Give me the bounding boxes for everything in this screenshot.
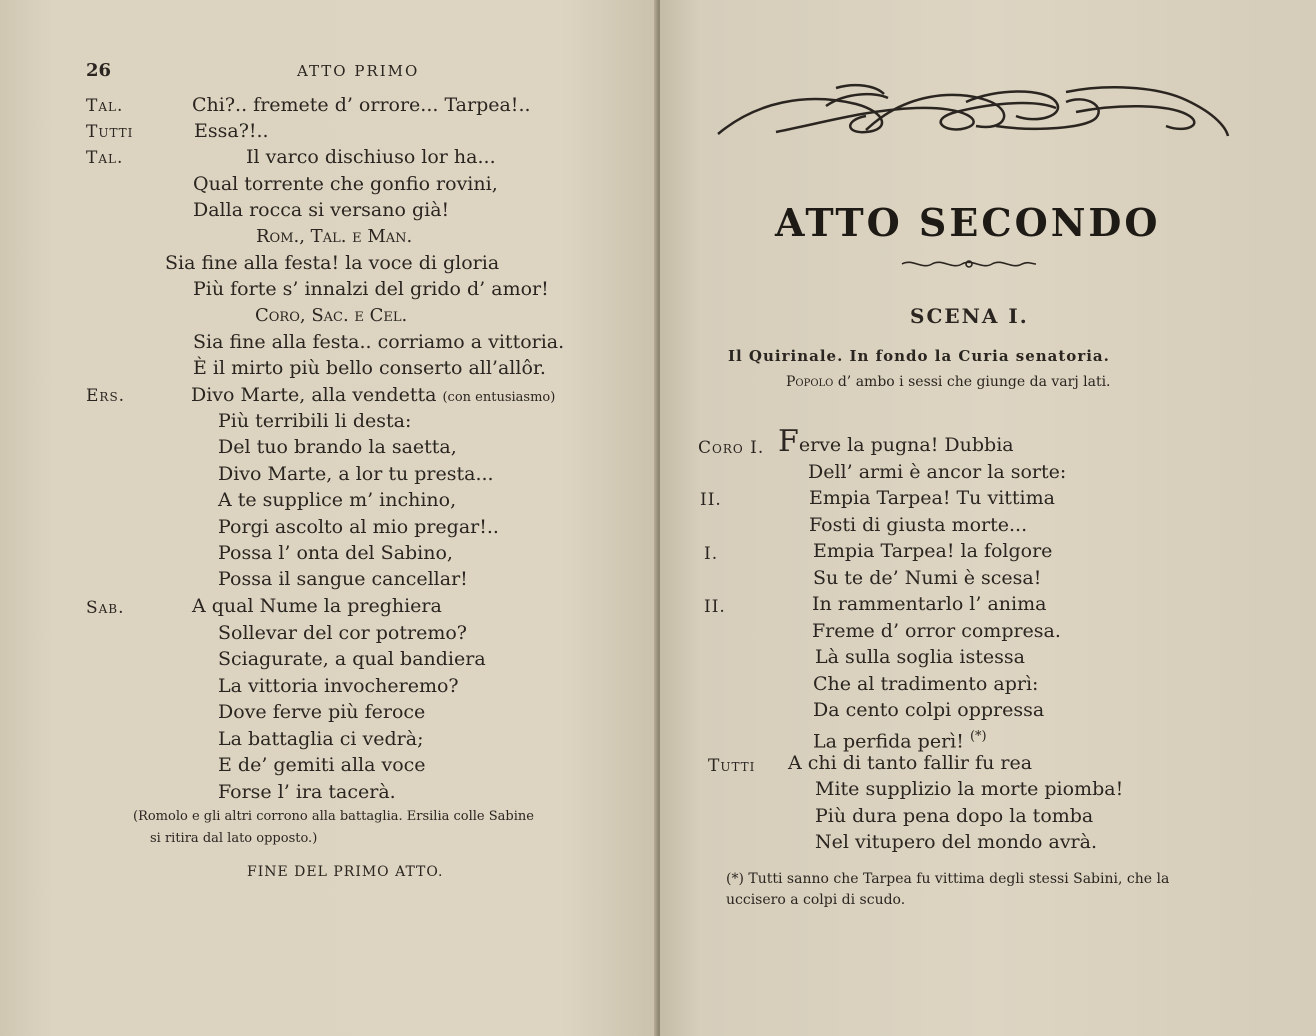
verse-line: La vittoria invocheremo?	[218, 675, 459, 697]
speaker-label: Tal.	[86, 96, 124, 116]
verse-text: La perfida perì!	[813, 730, 964, 753]
verse-line: La battaglia ci vedrà;	[218, 728, 424, 750]
verse-line: Fosti di giusta morte...	[809, 514, 1028, 536]
verse-line: Mite supplizio la morte piomba!	[815, 778, 1124, 800]
speaker-label: II.	[700, 490, 722, 510]
footnote: uccisero a colpi di scudo.	[726, 892, 906, 908]
stage-direction: (Romolo e gli altri corrono alla battaglia. Ersilia colle Sabine	[133, 809, 534, 824]
verse-line: Su te de’ Numi è scesa!	[813, 567, 1042, 589]
verse-line: Empia Tarpea! Tu vittima	[809, 487, 1055, 509]
footnote: (*) Tutti sanno che Tarpea fu vittima degli stessi Sabini, che la	[726, 871, 1170, 887]
verse-line: Più forte s’ innalzi del grido d’ amor!	[193, 278, 549, 300]
speaker-heading: Coro, Sac. e Cel.	[255, 305, 408, 326]
verse-line: E de’ gemiti alla voce	[218, 754, 426, 776]
running-head: ATTO PRIMO	[297, 62, 420, 80]
verse-line: A te supplice m’ inchino,	[218, 489, 457, 511]
verse-line: Chi?.. fremete d’ orrore... Tarpea!..	[192, 94, 531, 116]
verse-line: Porgi ascolto al mio pregar!..	[218, 516, 499, 538]
speaker-heading: Rom., Tal. e Man.	[256, 226, 413, 247]
verse-line: In rammentarlo l’ anima	[812, 593, 1047, 615]
characters-caps: Popolo	[786, 374, 834, 390]
right-page	[660, 0, 1316, 1036]
verse-text: Divo Marte, alla vendetta	[191, 384, 437, 406]
verse-line: Possa l’ onta del Sabino,	[218, 542, 453, 564]
verse-line: Sia fine alla festa! la voce di gloria	[165, 252, 500, 274]
ornament-flourish-icon	[716, 82, 1232, 150]
characters-text: d’ ambo i sessi che giunge da varj lati.	[837, 374, 1111, 390]
verse-line: Dove ferve più feroce	[218, 701, 426, 723]
drop-cap: F	[778, 424, 799, 459]
act-title: ATTO SECONDO	[775, 200, 1161, 245]
verse-line: Del tuo brando la saetta,	[218, 436, 457, 458]
verse-line: Che al tradimento aprì:	[813, 673, 1039, 695]
verse-line: Essa?!..	[194, 120, 269, 142]
verse-line	[813, 725, 987, 753]
speaker-label: I.	[704, 544, 719, 564]
verse-line: Dalla rocca si versano già!	[193, 199, 450, 221]
page-number: 26	[86, 60, 112, 81]
verse-line: Più dura pena dopo la tomba	[815, 805, 1094, 827]
verse-line: Dell’ armi è ancor la sorte:	[808, 461, 1067, 483]
verse-text: erve la pugna! Dubbia	[798, 434, 1014, 456]
verse-line: A chi di tanto fallir fu rea	[788, 752, 1033, 774]
speaker-label: II.	[704, 597, 726, 617]
verse-line: Sia fine alla festa.. corriamo a vittoria.	[193, 331, 565, 353]
speaker-label: Coro I.	[698, 438, 765, 458]
verse-line: Sciagurate, a qual bandiera	[218, 648, 486, 670]
verse-line	[778, 424, 1014, 459]
stage-direction: si ritira dal lato opposto.)	[150, 831, 318, 846]
verse-line: Nel vitupero del mondo avrà.	[815, 831, 1098, 853]
verse-line: Empia Tarpea! la folgore	[813, 540, 1053, 562]
speaker-label: Sab.	[86, 598, 125, 618]
speaker-label: Ers.	[86, 386, 126, 406]
verse-line: Da cento colpi oppressa	[813, 699, 1045, 721]
verse-line: È il mirto più bello conserto all’allôr.	[193, 357, 546, 379]
speaker-label: Tal.	[86, 148, 124, 168]
scene-setting: Il Quirinale. In fondo la Curia senatoria.	[728, 347, 1110, 365]
verse-line: A qual Nume la preghiera	[192, 595, 442, 617]
verse-line: Là sulla soglia istessa	[815, 646, 1025, 668]
footnote-mark: (*)	[969, 729, 987, 744]
end-of-act: FINE DEL PRIMO ATTO.	[247, 864, 444, 880]
verse-line: Possa il sangue cancellar!	[218, 568, 468, 590]
verse-line: Sollevar del cor potremo?	[218, 622, 467, 644]
verse-line	[191, 383, 555, 410]
verse-line: Divo Marte, a lor tu presta...	[218, 463, 494, 485]
verse-line: Il varco dischiuso lor ha...	[246, 146, 496, 168]
verse-line: Forse l’ ira tacerà.	[218, 781, 396, 803]
scene-characters	[786, 374, 1111, 390]
verse-line: Qual torrente che gonfio rovini,	[193, 173, 498, 195]
divider-ornament-icon	[900, 258, 1038, 270]
stage-note: (con entusiasmo)	[442, 390, 556, 405]
speaker-label: Tutti	[86, 122, 134, 142]
verse-line: Più terribili li desta:	[218, 410, 412, 432]
speaker-label: Tutti	[708, 756, 756, 776]
scene-title: SCENA I.	[910, 304, 1029, 328]
verse-line: Freme d’ orror compresa.	[812, 620, 1061, 642]
